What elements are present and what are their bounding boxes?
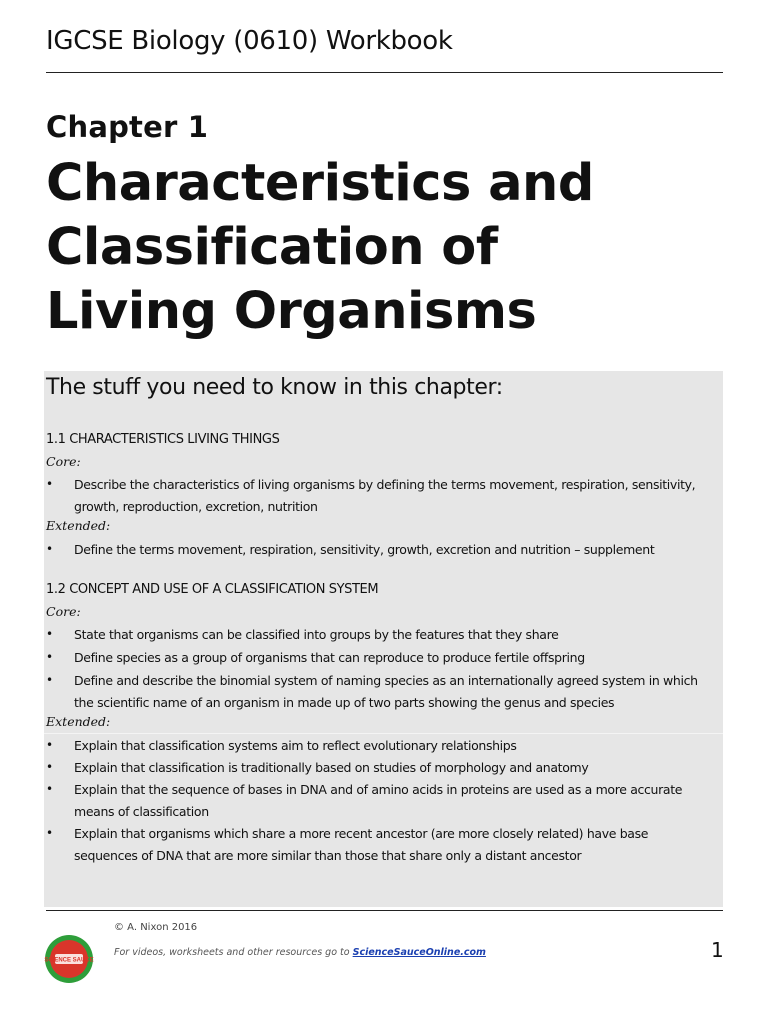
bullet-icon: • <box>46 826 53 840</box>
chapter-title <box>46 152 736 344</box>
bullet-item <box>46 539 714 561</box>
bullet-item <box>46 624 714 646</box>
bullet-item <box>46 779 714 822</box>
core-label: Core: <box>46 454 81 469</box>
bullet-text: Explain that classification is traditionally based on studies of morphology and anatomy <box>74 760 589 775</box>
learning-objectives-box <box>44 371 723 907</box>
bullet-icon: • <box>46 627 53 641</box>
bullet-item <box>46 823 714 866</box>
footer-rule <box>46 910 723 911</box>
bullet-text: Explain that the sequence of bases in DNA and of amino acids in proteins are used as a more accurate means of classification <box>74 782 683 819</box>
box-divider <box>44 733 723 734</box>
bullet-text: Define species as a group of organisms that can reproduce to produce fertile offspring <box>74 650 585 665</box>
bullet-text: Explain that classification systems aim to reflect evolutionary relationships <box>74 738 517 753</box>
bullet-text: Describe the characteristics of living organisms by defining the terms movement, respiration, sensitivity, growth, reproduction, excretion, nutrition <box>74 477 696 514</box>
bullet-icon: • <box>46 760 53 774</box>
bullet-item <box>46 647 714 669</box>
extended-label: Extended: <box>46 518 111 533</box>
header-title: IGCSE Biology (0610) Workbook <box>46 26 453 56</box>
chapter-title-line: Living Organisms <box>46 282 537 341</box>
bullet-text: Define and describe the binomial system of naming species as an internationally agreed system in which the scientific name of an organism in made up of two parts showing the genus and species <box>74 673 698 710</box>
section-title: 1.1 CHARACTERISTICS LIVING THINGS <box>46 432 280 447</box>
resources-note <box>114 947 486 958</box>
logo-text: SCIENCE SAUCE <box>44 957 94 964</box>
bullet-item <box>46 474 714 517</box>
section-title: 1.2 CONCEPT AND USE OF A CLASSIFICATION SYSTEM <box>46 582 379 597</box>
bullet-text: Define the terms movement, respiration, sensitivity, growth, excretion and nutrition – supplement <box>74 542 655 557</box>
bullet-icon: • <box>46 738 53 752</box>
bullet-icon: • <box>46 650 53 664</box>
page-number: 1 <box>711 938 724 962</box>
bullet-item <box>46 735 714 757</box>
resources-prefix: For videos, worksheets and other resources go to <box>114 947 353 958</box>
bullet-icon: • <box>46 782 53 796</box>
header-rule <box>46 72 723 73</box>
chapter-title-line: Characteristics and <box>46 154 594 213</box>
science-sauce-logo <box>44 934 94 984</box>
bullet-item <box>46 670 714 713</box>
copyright: © A. Nixon 2016 <box>114 922 198 933</box>
chapter-title-line: Classification of <box>46 218 498 277</box>
bullet-item <box>46 757 714 779</box>
bullet-text: Explain that organisms which share a more recent ancestor (are more closely related) have base sequences of DNA that are more similar than those that share only a distant ancestor <box>74 826 649 863</box>
bullet-icon: • <box>46 542 53 556</box>
bullet-icon: • <box>46 673 53 687</box>
core-label: Core: <box>46 604 81 619</box>
bullet-text: State that organisms can be classified into groups by the features that they share <box>74 627 559 642</box>
science-sauce-link[interactable]: ScienceSauceOnline.com <box>352 947 486 958</box>
box-heading: The stuff you need to know in this chapter: <box>46 375 503 400</box>
extended-label: Extended: <box>46 714 111 729</box>
bullet-icon: • <box>46 477 53 491</box>
chapter-label: Chapter 1 <box>46 110 209 144</box>
